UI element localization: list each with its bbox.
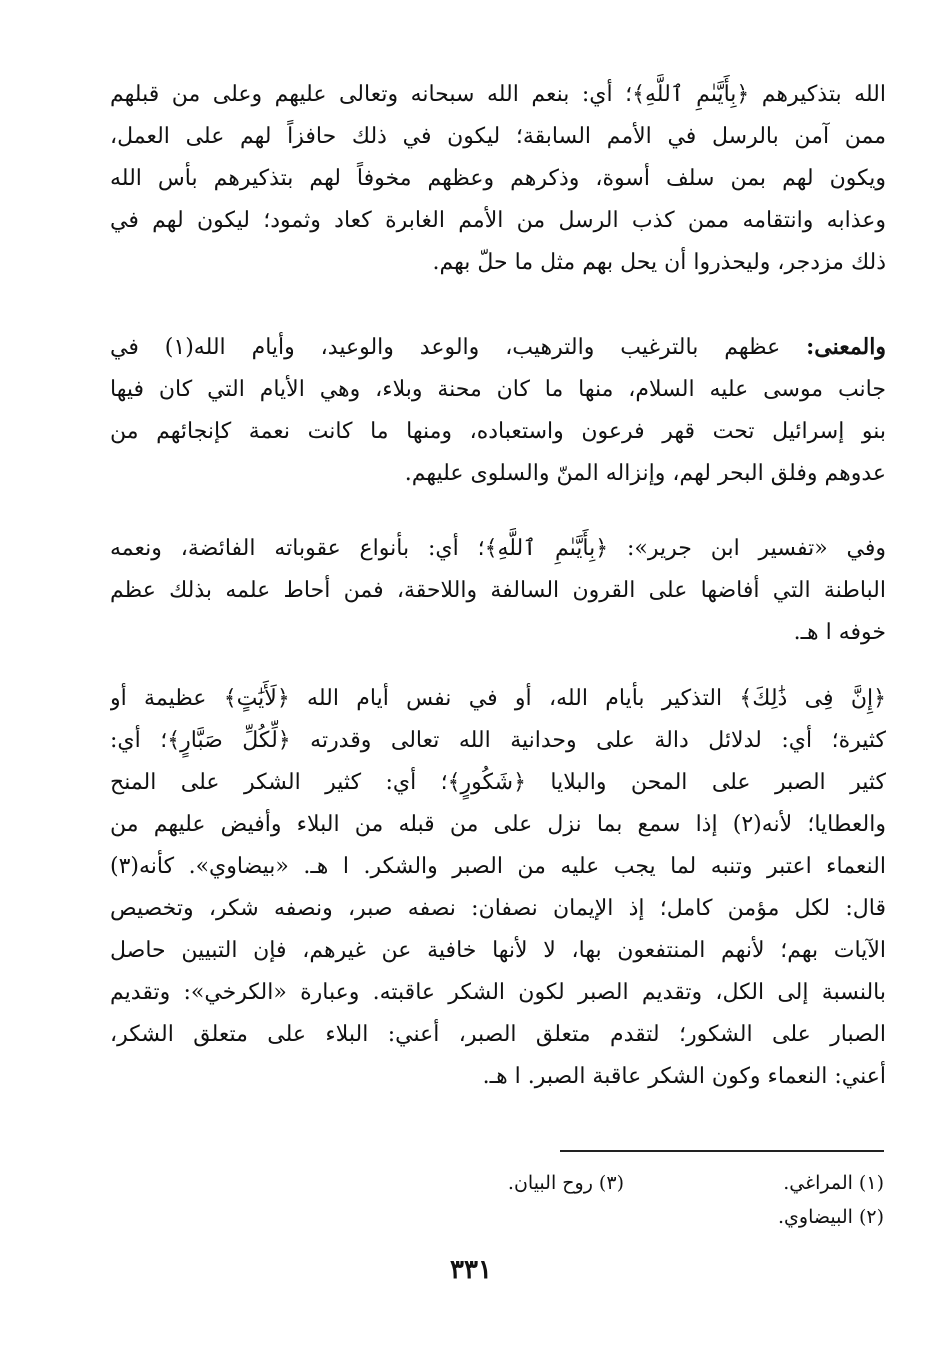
text-line: ويكون لهم بمن سلف أسوة، وذكرهم وعظهم مخوفاً لهم بتذكيرهم بأس الله <box>110 166 886 191</box>
text-line: عدوهم وفلق البحر لهم، وإنزاله المنّ والسلوى عليهم. <box>404 461 886 486</box>
text-line: خوفه ا هـ. <box>793 620 886 645</box>
text-line: الصبار على الشكور؛ لتقدم متعلق الصبر، أعني: البلاء على متعلق الشكر، <box>110 1022 886 1047</box>
text-line: ذلك مزدجر، وليحذروا أن يحل بهم مثل ما حلّ بهم. <box>432 250 886 275</box>
text-line: أعني: النعماء وكون الشكر عاقبة الصبر. ا هـ. <box>482 1064 886 1089</box>
paragraph-2 <box>110 326 886 495</box>
footnotes <box>284 1166 884 1234</box>
footnote-row <box>284 1200 884 1234</box>
text-line: بنو إسرائيل تحت قهر فرعون واستعباده، ومنها ما كانت نعمة كإنجائهم من <box>110 419 886 444</box>
text-line: كثيرة؛ أي: لدلائل دالة على وحدانية الله تعالى وقدرته ﴿لِّكُلِّ صَبَّارٍ﴾؛ أي: <box>110 728 886 753</box>
text-line: كثير الصبر على المحن والبلايا ﴿شَكُورٍ﴾؛ أي: كثير الشكر على المنح <box>110 770 886 795</box>
footnote-3: (٣) روح البيان. <box>507 1172 624 1194</box>
page-number: ٣٣١ <box>450 1255 492 1285</box>
text-line: ممن آمن بالرسل في الأمم السابقة؛ ليكون في ذلك حافزاً لهم على العمل، <box>110 124 886 149</box>
text-line: الله بتذكيرهم ﴿بِأَيَّىٰمِ ٱللَّهِ﴾؛ أي: بنعم الله سبحانه وتعالى عليهم وعلى من قبلهم <box>110 82 886 107</box>
footnote-1: (١) المراغي. <box>783 1172 884 1194</box>
footnote-2: (٢) البيضاوي. <box>778 1206 884 1228</box>
footnote-divider <box>560 1150 884 1152</box>
footnote-row <box>284 1166 884 1200</box>
text-line: وفي «تفسير ابن جرير»: ﴿بِأَيَّىٰمِ ٱللَّهِ﴾؛ أي: بأنواع عقوباته الفائضة، ونعمه <box>110 536 886 561</box>
text-line: قال: لكل مؤمن كامل؛ إذ الإيمان نصفان: نصفه صبر، ونصفه شكر، وتخصيص <box>110 896 886 921</box>
paragraph-1 <box>110 74 886 284</box>
text-line: الباطنة التي أفاضها على القرون السالفة واللاحقة، فمن أحاط علمه بذلك عظم <box>110 578 886 603</box>
paragraph-lead: والمعنى: <box>806 334 886 360</box>
text-line: ﴿إِنَّ فِى ذَٰلِكَ﴾ التذكير بأيام الله، أو في نفس أيام الله ﴿لَأَيَٰتٍ﴾ عظيمة أو <box>110 686 886 711</box>
paragraph-4 <box>110 678 886 1098</box>
text-line: النعماء اعتبر وتنبه لما يجب عليه من الصبر والشكر. ا هـ. «بيضاوي». كأنه(٣) <box>110 854 886 879</box>
text-line: بالنسبة إلى الكل، وتقديم الصبر لكون الشكر عاقبته. وعبارة «الكرخي»: وتقديم <box>110 980 886 1005</box>
text-line-first <box>110 326 886 369</box>
text-line: الآيات بهم؛ لأنهم المنتفعون بها، لا لأنها خافية عن غيرهم، فإن التبيين حاصل <box>110 938 886 963</box>
text-line-rest: عظهم بالترغيب والترهيب، والوعد والوعيد، وأيام الله(١) في <box>110 335 781 360</box>
text-line: وعذابه وانتقامه ممن كذب الرسل من الأمم الغابرة كعاد وثمود؛ ليكون لهم في <box>110 208 886 233</box>
text-line: جانب موسى عليه السلام، منها ما كان محنة وبلاء، وهي الأيام التي كان فيها <box>110 377 886 402</box>
paragraph-3 <box>110 528 886 654</box>
text-line: والعطايا؛ لأنه(٢) إذا سمع بما نزل على من قبله من البلاء وأفيض عليهم من <box>110 812 886 837</box>
